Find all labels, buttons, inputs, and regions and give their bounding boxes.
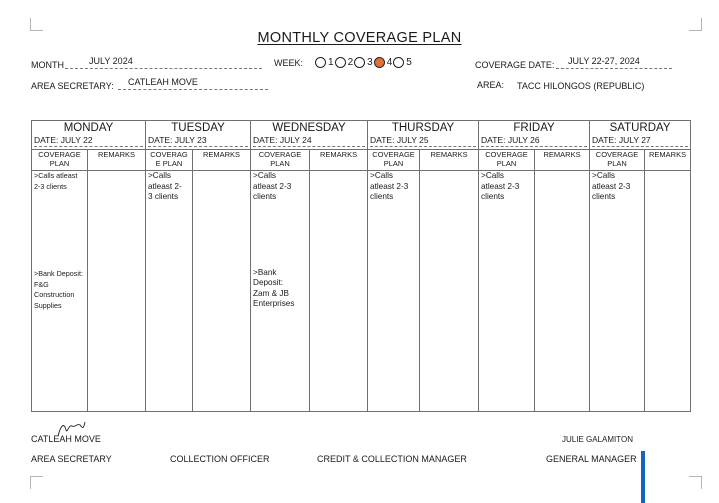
remarks-cell-tuesday[interactable]: [193, 171, 251, 412]
secretary-role: AREA SECRETARY: [31, 454, 112, 464]
area-secretary-value: CATLEAH MOVE: [128, 77, 198, 87]
gm-name: JULIE GALAMITON: [562, 435, 633, 444]
day-header-row: [32, 121, 691, 150]
corner-mark-bottom-right: [689, 476, 702, 489]
date-value-thursday: JULY 25: [396, 135, 429, 145]
week-5-label: 5: [406, 57, 412, 68]
month-field[interactable]: [65, 57, 262, 69]
date-value-monday: JULY 22: [60, 135, 93, 145]
date-prefix: DATE:: [253, 135, 278, 145]
day-name-wednesday: WEDNESDAY: [272, 122, 346, 134]
plan-note-2-monday: >Bank Deposit: F&G Construction Supplies: [34, 269, 83, 310]
remarks-header-thursday: REMARKS: [420, 150, 479, 171]
remarks-cell-thursday[interactable]: [420, 171, 479, 412]
remarks-cell-saturday[interactable]: [645, 171, 691, 412]
week-4-radio[interactable]: [374, 57, 385, 68]
coverage-date-field[interactable]: [556, 57, 672, 69]
coverage-plan-cell-tuesday[interactable]: [146, 171, 193, 412]
week-3-radio[interactable]: [354, 57, 365, 68]
coverage-plan-header-tuesday: COVERAG E PLAN: [146, 150, 193, 171]
plan-body-row: [32, 171, 691, 412]
date-value-tuesday: JULY 23: [174, 135, 207, 145]
day-date-friday[interactable]: [481, 135, 587, 147]
day-date-tuesday[interactable]: [148, 135, 248, 147]
secretary-name: CATLEAH MOVE: [31, 434, 101, 444]
credit-manager-role: CREDIT & COLLECTION MANAGER: [317, 454, 467, 464]
area-secretary-field[interactable]: [118, 78, 268, 90]
day-cell-tuesday: [146, 121, 251, 150]
coverage-plan-table: [31, 120, 691, 412]
area-secretary-label: AREA SECRETARY:: [31, 81, 114, 91]
day-cell-monday: [32, 121, 146, 150]
date-prefix: DATE:: [370, 135, 395, 145]
week-selector: [274, 57, 413, 68]
day-cell-thursday: [368, 121, 479, 150]
coverage-date-value: JULY 22-27, 2024: [568, 56, 640, 66]
coverage-plan-header-saturday: COVERAGE PLAN: [590, 150, 645, 171]
month-label: MONTH: [31, 60, 64, 70]
week-1-label: 1: [328, 57, 334, 68]
day-date-thursday[interactable]: [370, 135, 476, 147]
plan-note-1-thursday: >Calls atleast 2-3 clients: [370, 171, 409, 201]
coverage-plan-header-friday: COVERAGE PLAN: [479, 150, 535, 171]
text-cursor-bar: [641, 451, 645, 503]
date-prefix: DATE:: [148, 135, 173, 145]
day-date-wednesday[interactable]: [253, 135, 365, 147]
remarks-header-tuesday: REMARKS: [193, 150, 251, 171]
coverage-plan-header-monday: COVERAGE PLAN: [32, 150, 88, 171]
plan-note-1-tuesday: >Calls atleast 2- 3 clients: [148, 171, 182, 201]
day-name-monday: MONDAY: [63, 122, 114, 134]
gm-role: GENERAL MANAGER: [546, 454, 637, 464]
day-date-saturday[interactable]: [592, 135, 688, 147]
day-name-tuesday: TUESDAY: [171, 122, 225, 134]
area-value: TACC HILONGOS (REPUBLIC): [517, 81, 645, 91]
plan-note-1-friday: >Calls atleast 2-3 clients: [481, 171, 520, 201]
remarks-cell-friday[interactable]: [535, 171, 590, 412]
area-label: AREA:: [477, 80, 505, 90]
corner-mark-bottom-left: [30, 476, 43, 489]
plan-note-1-wednesday: >Calls atleast 2-3 clients: [253, 171, 292, 201]
remarks-cell-wednesday[interactable]: [310, 171, 368, 412]
week-options: [315, 57, 413, 68]
remarks-header-monday: REMARKS: [88, 150, 146, 171]
day-name-thursday: THURSDAY: [391, 122, 455, 134]
coverage-plan-cell-friday[interactable]: [479, 171, 535, 412]
column-header-row: [32, 150, 691, 171]
week-5-radio[interactable]: [393, 57, 404, 68]
coverage-plan-cell-saturday[interactable]: [590, 171, 645, 412]
document-title: MONTHLY COVERAGE PLAN: [257, 30, 462, 46]
day-cell-wednesday: [251, 121, 368, 150]
coverage-plan-cell-thursday[interactable]: [368, 171, 420, 412]
week-2-label: 2: [347, 57, 354, 68]
coverage-plan-cell-monday[interactable]: [32, 171, 88, 412]
plan-note-2-wednesday: >Bank Deposit: Zam & JB Enterprises: [253, 267, 295, 308]
collection-officer-role: COLLECTION OFFICER: [170, 454, 270, 464]
coverage-date-label: COVERAGE DATE:: [475, 60, 555, 70]
remarks-cell-monday[interactable]: [88, 171, 146, 412]
coverage-plan-header-wednesday: COVERAGE PLAN: [251, 150, 310, 171]
remarks-header-friday: REMARKS: [535, 150, 590, 171]
day-date-monday[interactable]: [34, 135, 143, 147]
date-prefix: DATE:: [592, 135, 617, 145]
remarks-header-wednesday: REMARKS: [310, 150, 368, 171]
date-prefix: DATE:: [481, 135, 506, 145]
week-1-radio[interactable]: [315, 57, 326, 68]
remarks-header-saturday: REMARKS: [645, 150, 691, 171]
date-value-saturday: JULY 27: [618, 135, 651, 145]
month-value: JULY 2024: [89, 56, 133, 66]
plan-note-1-monday: >Calls atleast 2-3 clients: [34, 171, 78, 191]
coverage-plan-header-thursday: COVERAGE PLAN: [368, 150, 420, 171]
date-value-friday: JULY 26: [507, 135, 540, 145]
day-cell-saturday: [590, 121, 691, 150]
week-4-label: 4: [386, 57, 393, 68]
week-2-radio[interactable]: [335, 57, 346, 68]
week-label: WEEK:: [274, 57, 304, 68]
day-cell-friday: [479, 121, 590, 150]
week-3-label: 3: [367, 57, 373, 68]
date-prefix: DATE:: [34, 135, 59, 145]
plan-note-1-saturday: >Calls atleast 2-3 clients: [592, 171, 631, 201]
day-name-saturday: SATURDAY: [609, 122, 671, 134]
date-value-wednesday: JULY 24: [279, 135, 312, 145]
day-name-friday: FRIDAY: [513, 122, 555, 134]
coverage-plan-cell-wednesday[interactable]: [251, 171, 310, 412]
